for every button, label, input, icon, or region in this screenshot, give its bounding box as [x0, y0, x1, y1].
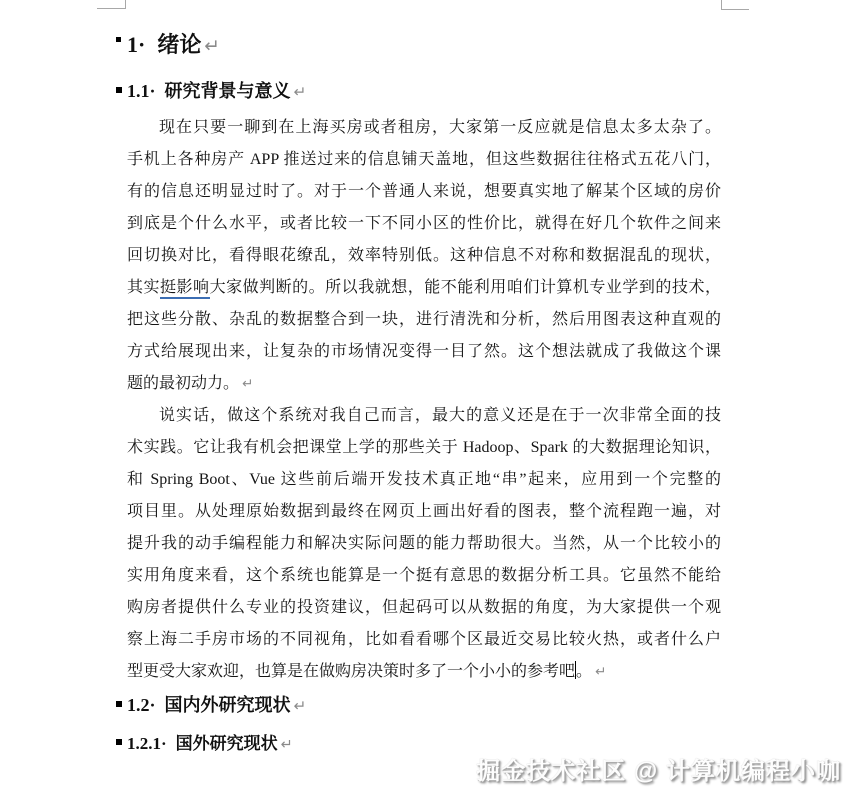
text-line [127, 208, 721, 240]
heading-1-2 [127, 691, 306, 717]
heading-title: 国外研究现状 [175, 734, 278, 753]
text-run: 现在只要一聊到在上海买房或者租房，大家第一反应就是信息太多太杂了。 [159, 119, 721, 136]
text-line [127, 336, 721, 368]
text-run: 和 Spring Boot、Vue 这些前后端开发技术真正地“串”起来，应用到一个完整的 [127, 471, 721, 488]
space-mark: · [149, 81, 156, 101]
space-mark: · [149, 695, 156, 715]
text-run: 方式给展现出来，让复杂的市场情况变得一目了然。这个想法就成了我做这个课 [127, 343, 721, 360]
heading-bullet-icon [116, 739, 122, 745]
pilcrow-mark: ↵ [595, 664, 607, 680]
text-run: 提升我的动手编程能力和解决实际问题的能力帮助很大。当然，从一个比较小的 [127, 535, 721, 552]
heading-bullet-icon [116, 701, 122, 707]
text-line [127, 304, 721, 336]
pilcrow-mark: ↵ [293, 697, 307, 715]
pilcrow-mark: ↵ [280, 737, 293, 753]
heading-1-1 [127, 77, 306, 103]
text-run: 把这些分散、杂乱的数据整合到一块，进行清洗和分析，然后用图表这种直观的 [127, 311, 721, 328]
heading-bullet-icon [116, 37, 121, 42]
margin-crop-mark-top-left [97, 0, 126, 9]
watermark: 掘金技术社区 @ 计算机编程小咖 [476, 758, 841, 785]
pilcrow-mark: ↵ [293, 83, 307, 101]
text-line [127, 496, 721, 528]
heading-chapter-1 [127, 28, 220, 59]
text-line [127, 592, 721, 624]
text-line [127, 560, 721, 592]
text-run: 说实话，做这个系统对我自己而言，最大的意义还是在于一次非常全面的技 [159, 407, 721, 424]
margin-crop-mark-top-right [721, 0, 749, 10]
text-line [127, 176, 721, 208]
heading-title: 国内外研究现状 [164, 695, 291, 715]
document-text-area [127, 0, 721, 794]
heading-number: 1 [127, 32, 138, 57]
paragraph [127, 400, 721, 688]
paragraph [127, 112, 721, 400]
heading-number: 1.2.1 [127, 734, 161, 753]
heading-title: 绪论 [157, 32, 202, 57]
text-line [127, 368, 721, 400]
text-line [127, 656, 721, 688]
text-line [127, 400, 721, 432]
heading-title: 研究背景与意义 [164, 81, 291, 101]
space-mark: · [138, 32, 146, 57]
text-run: 实用角度来看，这个系统也能算是一个挺有意思的数据分析工具。它虽然不能给 [127, 567, 721, 584]
space-mark: · [161, 734, 167, 753]
pilcrow-mark: ↵ [204, 36, 221, 57]
text-line [127, 624, 721, 656]
text-run: 察上海二手房市场的不同视角，比如看看哪个区最近交易比较火热，或者什么户 [127, 631, 721, 648]
text-run: 购房者提供什么专业的投资建议，但起码可以从数据的角度，为大家提供一个观 [127, 599, 721, 616]
text-run: 题的最初动力。 [127, 375, 240, 392]
text-run: 术实践。它让我有机会把课堂上学的那些关于 Hadoop、Spark 的大数据理论知识， [127, 439, 721, 456]
text-run: 型更受大家欢迎，也算是在做购房决策时多了一个小小的参考吧 [127, 663, 576, 680]
pilcrow-mark: ↵ [242, 376, 254, 392]
text-run: 。 [576, 663, 593, 680]
grammar-underlined-text: 挺影响 [160, 279, 210, 299]
heading-1-2-1 [127, 729, 293, 754]
text-run: 其实 [127, 279, 161, 296]
text-run: 项目里。从处理原始数据到最终在网页上画出好看的图表，整个流程跑一遍，对 [127, 503, 721, 520]
text-run: 大家做判断的。所以我就想，能不能利用咱们计算机专业学到的技术， [209, 279, 721, 296]
text-run: 回切换对比，看得眼花缭乱，效率特别低。这种信息不对称和数据混乱的现状， [127, 247, 721, 264]
text-line [127, 112, 721, 144]
text-line [127, 464, 721, 496]
text-line [127, 432, 721, 464]
text-line [127, 528, 721, 560]
text-run: 到底是个什么水平，或者比较一下不同小区的性价比，就得在好几个软件之间来 [127, 215, 721, 232]
text-line [127, 144, 721, 176]
heading-number: 1.1 [127, 81, 150, 101]
text-line [127, 240, 721, 272]
text-run: 手机上各种房产 APP 推送过来的信息铺天盖地，但这些数据往往格式五花八门， [127, 151, 721, 168]
text-line [127, 272, 721, 304]
heading-number: 1.2 [127, 695, 150, 715]
heading-bullet-icon [116, 87, 122, 93]
text-run: 有的信息还明显过时了。对于一个普通人来说，想要真实地了解某个区域的房价 [127, 183, 721, 200]
